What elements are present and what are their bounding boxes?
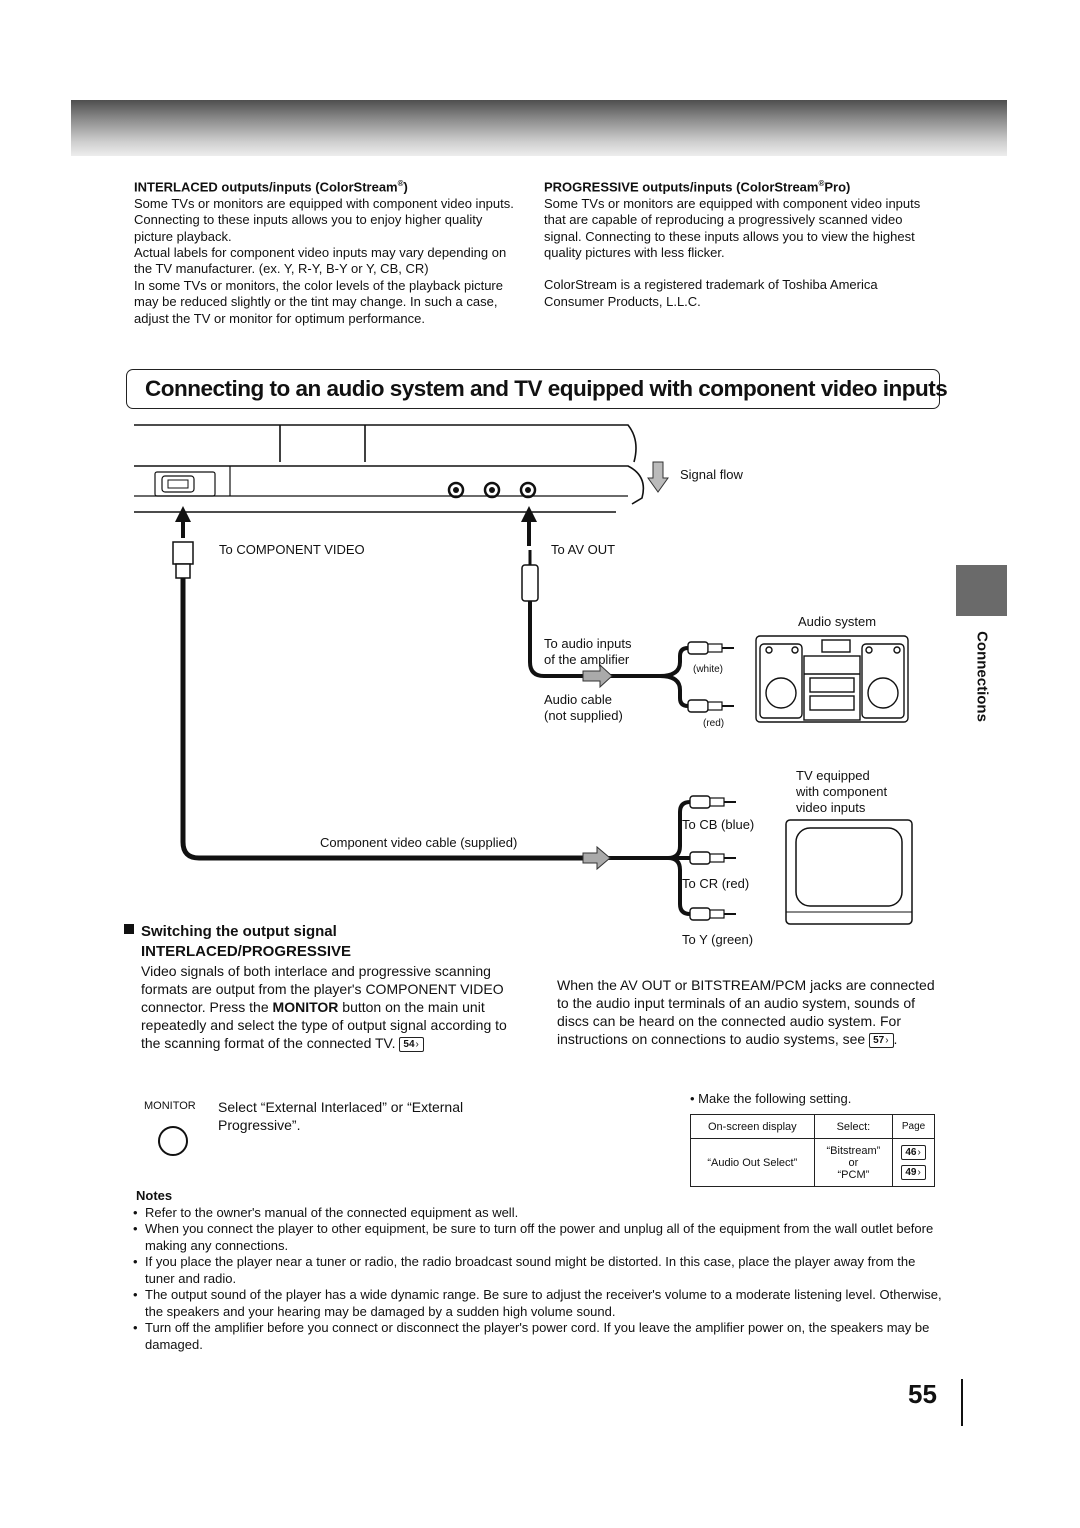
rca-plug-cr [690,852,736,864]
page-number-rule [961,1379,963,1426]
notes-heading: Notes [136,1188,173,1203]
section-title: Connecting to an audio system and TV equipped with component video inputs [126,369,940,409]
white-label: (white) [693,664,724,675]
page-ref-54: 54 › [399,1037,423,1052]
notes-section [133,1188,948,1353]
interlaced-heading: INTERLACED outputs/inputs (ColorStream®) [134,179,408,195]
audio-cable-label-1: Audio cable [544,692,612,707]
progressive-p1: Some TVs or monitors are equipped with component video inputs that are capable of reproducing a progressively scanned video signal. Connecting to these inputs allows you to view the highest quality pictures with less flicker. [544,195,921,260]
av-jacks [449,483,535,497]
section-bullet [124,924,134,934]
audio-inputs-label-2: of the amplifier [544,652,630,667]
tv-illustration [786,820,912,924]
rca-plug-cb [690,796,736,808]
monitor-label: MONITOR [144,1100,196,1112]
av-plug [522,550,538,601]
component-cable-label: Component video cable (supplied) [320,835,518,850]
rca-plug-red [688,700,734,712]
note-item: • Refer to the owner's manual of the connected equipment as well. [133,1205,948,1222]
table-header-select: Select: [814,1115,893,1139]
settings-table [690,1114,935,1187]
player-illustration [134,425,643,512]
note-item: • Turn off the amplifier before you connect or disconnect the player's power cord. If you leave the amplifier power on, the speakers may be damaged. [133,1320,948,1353]
table-row-label: “Audio Out Select” [691,1139,815,1187]
page-number: 55 [908,1379,937,1409]
audio-system-label: Audio system [798,614,877,629]
tv-label-3: video inputs [796,800,866,815]
rca-plug-y [690,908,736,920]
interlaced-p1: Some TVs or monitors are equipped with component video inputs. Connecting to these inputs allows you to enjoy higher quality picture playback. [134,195,514,244]
component-plug [173,542,193,578]
to-cb-label: To CB (blue) [682,817,755,832]
interlaced-p3: In some TVs or monitors, the color levels of the playback picture may be reduced slightly or the tint may change. In such a case, adjust the TV or monitor for optimum performance. [134,277,503,326]
select-instruction: Select “External Interlaced” or “External Progressive”. [218,1099,464,1133]
switching-body: Video signals of both interlace and progressive scanning formats are output from the player's COMPONENT VIDEO connector. Press the MONITOR button on the main unit repeatedly and select the type of output signal according to the scanning format of the connected TV. 54 › [141,962,521,1053]
rca-plug-white [688,642,734,654]
audio-inputs-label-1: To audio inputs [544,636,632,651]
switching-heading-2: INTERLACED/PROGRESSIVE [141,943,352,960]
note-item: • If you place the player near a tuner or radio, the radio broadcast sound might be distorted. In this case, place the player away from the tuner and radio. [133,1254,948,1287]
table-select-options: “Bitstream” or “PCM” [814,1139,893,1187]
switching-heading-1: Switching the output signal [141,923,337,940]
red-label: (red) [703,718,725,729]
note-item: • When you connect the player to other equipment, be sure to turn off the power and unplug all of the equipment from the wall outlet before making any connections. [133,1221,948,1254]
tv-label-2: with component [796,784,888,799]
page-ref-57: 57 › [869,1033,893,1048]
to-av-out-label: To AV OUT [551,542,616,557]
make-setting: • Make the following setting. [690,1091,852,1106]
audio-cable-label-2: (not supplied) [544,708,623,723]
monitor-button [159,1127,187,1155]
signal-flow-arrow [648,462,668,492]
to-component-video-label: To COMPONENT VIDEO [219,542,365,557]
side-tab-label: Connections [973,631,991,722]
signal-flow-label: Signal flow [680,467,743,482]
audio-system-illustration [756,636,908,722]
note-item: • The output sound of the player has a wide dynamic range. Be sure to adjust the receiver's volume to a moderate listening level. Otherwise, the speakers and your hearing may be damaged by a sudden high volume sound. [133,1287,948,1320]
table-header-page: Page [893,1115,935,1139]
component-cable [183,578,583,858]
interlaced-p2: Actual labels for component video inputs may vary depending on the TV manufacturer. (ex. Y, R-Y, B-Y or Y, CB, CR) [134,244,507,277]
av-out-body: When the AV OUT or BITSTREAM/PCM jacks are connected to the audio input terminals of an audio system, sounds of discs can be heard on the connected audio system. For instructions on connections to audio systems, see 57 › . [557,976,941,1049]
to-cr-label: To CR (red) [682,876,750,891]
progressive-heading: PROGRESSIVE outputs/inputs (ColorStream®Pro) [544,179,851,195]
table-header-display: On-screen display [691,1115,815,1139]
tv-label-1: TV equipped [796,768,870,783]
trademark-note: ColorStream is a registered trademark of Toshiba America Consumer Products, L.L.C. [544,277,878,309]
to-y-label: To Y (green) [682,932,754,947]
table-page-refs: 46 › 49 › [893,1139,935,1187]
